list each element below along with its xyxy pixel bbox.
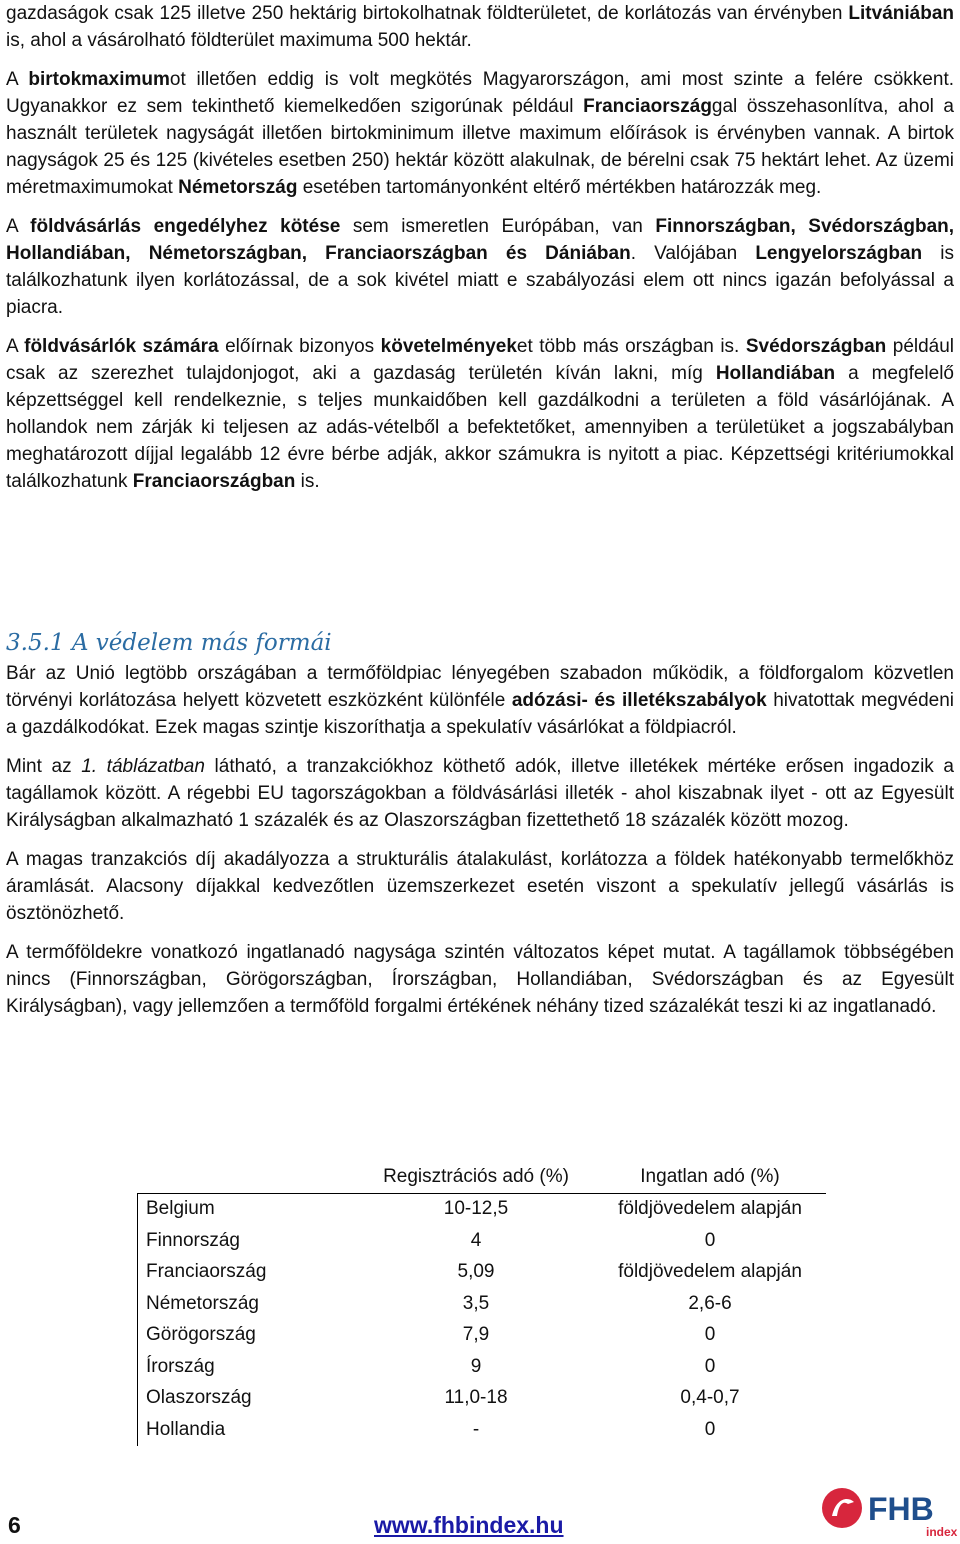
paragraph [6,66,954,201]
country-cell: Franciaország [138,1257,359,1289]
bold-text: Litvániában [848,3,954,24]
paragraph [6,846,954,927]
country-cell: Németország [138,1288,359,1320]
registration-tax-cell: 7,9 [462,1324,490,1346]
text-run: is találkozhatunk ilyen korlátozással, de a sok kivétel miatt e szabályozási elem ott nincs igazán befolyással a piacra. [6,243,954,318]
paragraph [6,939,954,1020]
bold-text: földvásárlás engedélyhez kötése [30,216,341,237]
text-run: is. [295,471,320,492]
text-run: Mint az [6,756,82,777]
paragraph [6,753,954,834]
text-run: A [6,216,31,237]
table-header-registration-tax: Regisztrációs adó (%) [358,1161,594,1193]
text-run: gal összehasonlítva, ahol a használt területek nagyságát illetően birtokminimum illetve maximum előírások is érvényben vannak. A birtok nagyságok 25 és 125 (kivételes esetben 250) hektár között alakulnak, de bérelni csak 75 hektárt lehet. Az üzemi méretmaximumokat [6,96,954,198]
text-run: . Valójában [630,243,756,264]
paragraph [6,333,954,495]
section-heading: 3.5.1 A védelem más formái [6,630,332,656]
table-header-property-tax: Ingatlan adó (%) [594,1161,826,1193]
registration-tax-cell: 11,0-18 [444,1387,508,1409]
bold-text: Svédországban [745,336,887,357]
table-row [138,1320,827,1352]
bold-text: Németország [178,177,298,198]
table-row [138,1225,827,1257]
country-cell: Görögország [138,1320,359,1352]
table-row [138,1383,827,1415]
country-cell: Olaszország [138,1383,359,1415]
registration-tax-cell: 5,09 [457,1261,495,1283]
paragraph [6,213,954,321]
table-header-row [138,1161,827,1193]
text-run: ot illetően eddig is volt megkötés Magyarországon, ami most szinte a felére csökkent. Ugyanakkor ez sem tekinthető kiemelkedően szigorúnak például [6,69,954,117]
text-run: a megfelelő képzettséggel kell rendelkeznie, s teljes munkaidőben kell gazdálkodni a területen a föld vásárlójának. A hollandok nem zárják ki teljesen az adás-vételből a befektetőket, amennyiben a területüket a jogszabályban meghatározott díjjal legalább 12 évre bérbe adják, akkor számukra is nyitott a piac. Képzettségi kritériumokkal találkozhatunk [6,363,954,492]
bold-text: Hollandiában [715,363,836,384]
bold-text: adózási- és illetékszabályok [511,690,767,711]
table-row [138,1414,827,1446]
table-header-empty [138,1161,359,1193]
text-run: is, ahol a vásárolható földterület maximuma 500 hektár. [6,30,472,51]
property-tax-cell: 2,6-6 [688,1292,732,1314]
text-run: hivatottak megvédeni a gazdálkodókat. Ezek magas szintje kiszoríthatja a spekulatív vásárlókat a földpiacról. [6,690,954,738]
registration-tax-cell: 4 [470,1229,482,1251]
page-number: 6 [8,1512,21,1538]
property-tax-cell: 0 [704,1355,716,1377]
svg-text:FHB: FHB [868,1491,934,1527]
country-cell: Írország [138,1351,359,1383]
text-run: például csak az szerezhet tulajdonjogot, aki a gazdaság területén kíván lakni, míg [6,336,955,384]
section-3-5-1 [6,628,954,1020]
text-run: A termőföldekre vonatkozó ingatlanadó nagysága szintén változatos képet mutat. A tagállamok többségében nincs (Finnországban, Görögországban, Írországban, Hollandiában, Svédországban és az Egyesült Királyságban), vagy jellemzően a termőföld forgalmi értékének néhány tized százalékát teszi ki az ingatlanadó. [6,942,954,1017]
registration-tax-cell: 3,5 [462,1292,490,1314]
table-row [138,1351,827,1383]
bold-text: Finnországban, Svédországban, Hollandiában, Németországban, Franciaországban és Dániában [6,216,955,264]
paragraph [6,660,954,741]
fhb-index-logo [818,1484,958,1540]
registration-tax-cell: 10-12,5 [443,1198,509,1220]
country-cell: Hollandia [138,1414,359,1446]
property-tax-cell: földjövedelem alapján [618,1261,802,1283]
svg-text:index: index [926,1525,958,1539]
bold-text: földvásárlók számára [24,336,219,357]
property-tax-cell: 0,4-0,7 [680,1387,740,1409]
property-tax-cell: 0 [704,1418,716,1440]
country-cell: Finnország [138,1225,359,1257]
text-run: előírnak bizonyos [218,336,381,357]
text-run: A magas tranzakciós díj akadályozza a strukturális átalakulást, korlátozza a földek hatékonyabb termelőkhöz áramlását. Alacsony díjakkal kedvezőtlen üzemszerkezet esetén viszont a spekulatív jellegű vásárlás is ösztönözhető. [6,849,954,924]
text-run: gazdaságok csak 125 illetve 250 hektárig birtokolhatnak földterületet, de korlátozás van érvényben [6,3,849,24]
table-row [138,1193,827,1225]
bold-text: Lengyelországban [755,243,923,264]
italic-text: 1. táblázatban [81,756,205,777]
bold-text: birtokmaximum [28,69,170,90]
text-run: Bár az Unió legtöbb országában a termőföldpiac lényegében szabadon működik, a földforgalom közvetlen törvényi korlátozása helyett közvetett eszközként különféle [6,663,954,711]
property-tax-cell: földjövedelem alapján [618,1198,802,1220]
text-run: A [6,336,25,357]
property-tax-cell: 0 [704,1229,716,1251]
text-run: esetében tartományonként eltérő mértékben határozzák meg. [297,177,822,198]
bold-text: követelmények [380,336,517,357]
text-run: A [6,69,29,90]
body-text-top [6,0,954,495]
bold-text: Franciaországban [132,471,296,492]
table-row [138,1288,827,1320]
registration-tax-cell: 9 [470,1355,482,1377]
table-row [138,1257,827,1289]
body-text-bottom [6,660,954,1020]
paragraph [6,0,954,54]
text-run: sem ismeretlen Európában, van [340,216,656,237]
text-run: et több más országban is. [516,336,746,357]
logo-mark-icon [822,1488,862,1528]
country-cell: Belgium [138,1193,359,1225]
bold-text: Franciaország [583,96,712,117]
footer-link[interactable]: www.fhbindex.hu [374,1512,564,1538]
registration-tax-cell: - [472,1418,480,1440]
tax-table [137,1161,826,1446]
property-tax-cell: 0 [704,1324,716,1346]
text-run: látható, a tranzakciókhoz köthető adók, illetve illetékek mértéke erősen ingadozik a tagállamok között. A régebbi EU tagországokban a földvásárlási illeték - ahol kiszabnak ilyet - ott az Egyesült Királyságban alkalmazható 1 százalék és az Olaszországban fizettethető 18 százalék között mozog. [6,756,954,831]
